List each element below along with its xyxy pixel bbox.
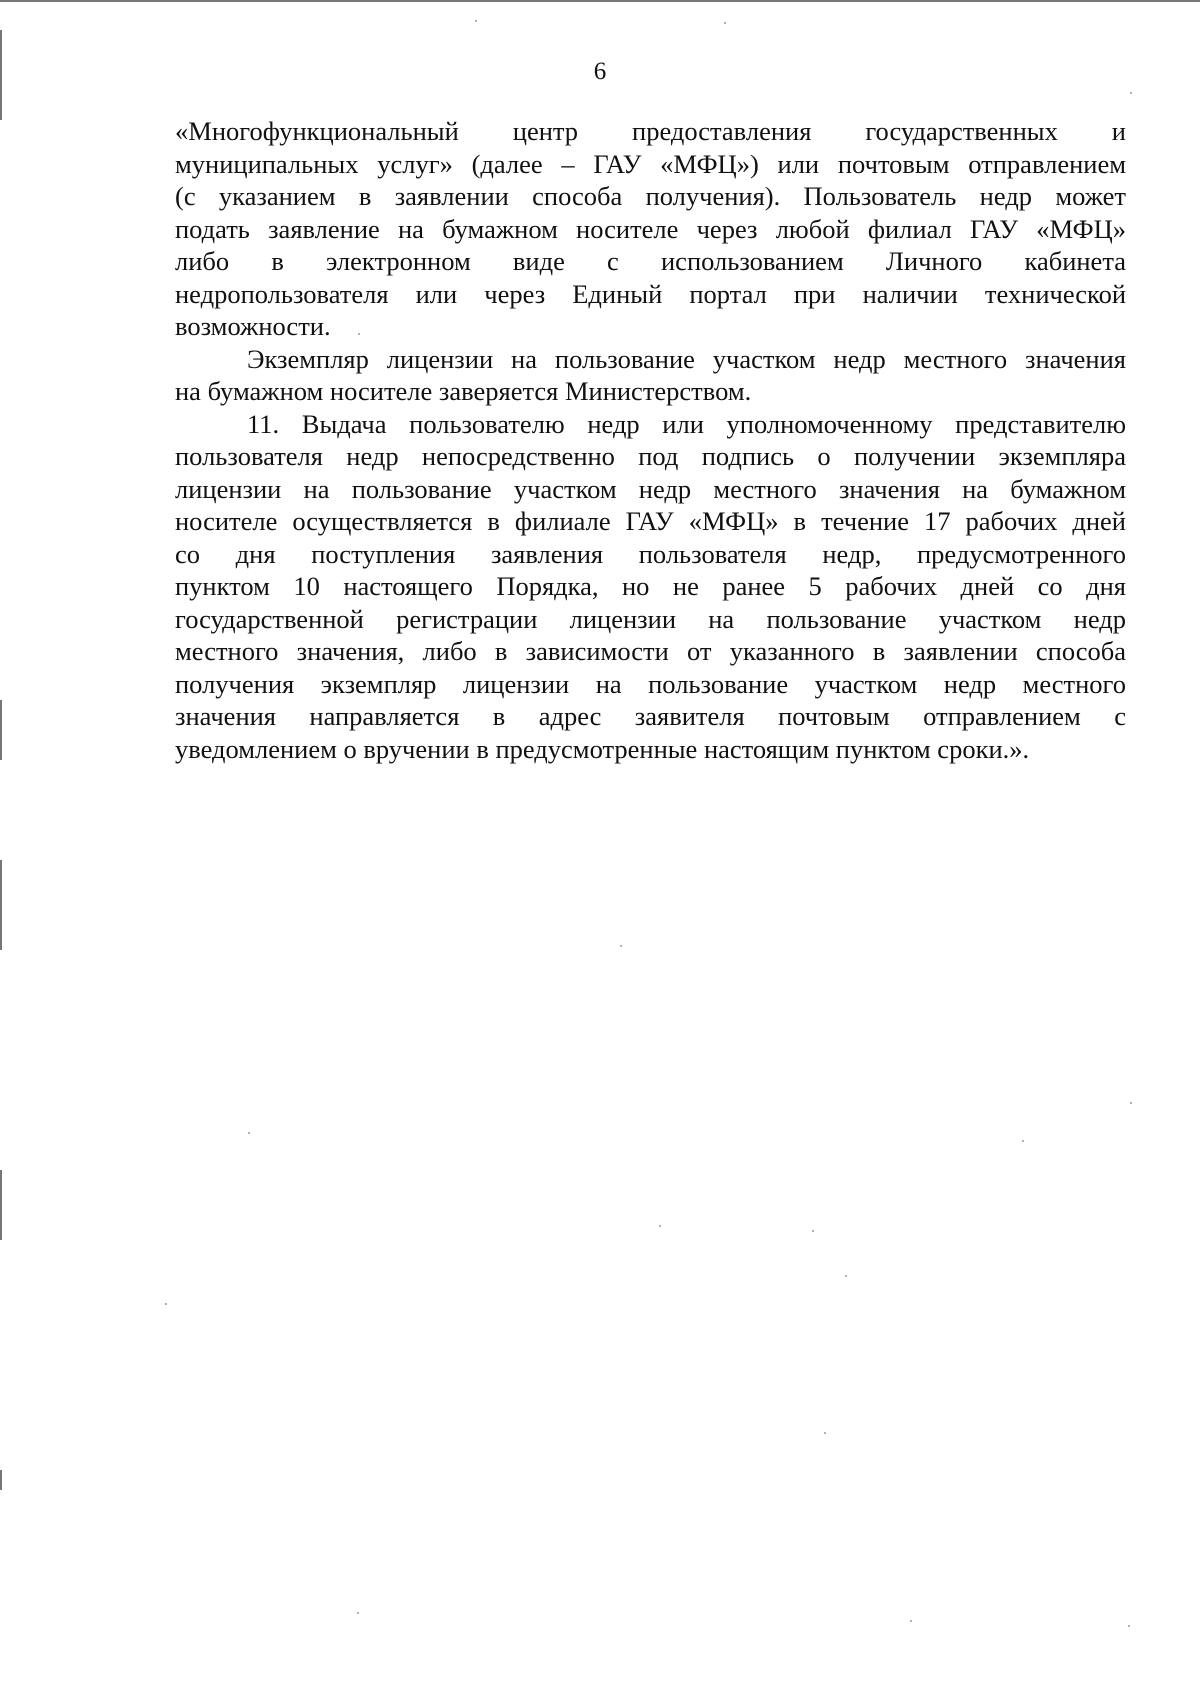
scan-speck [165, 1303, 167, 1305]
scan-speck [1128, 1625, 1130, 1627]
scan-speck [812, 1230, 814, 1232]
text-line: со дня поступления заявления пользователя недр, предусмотренного [175, 538, 1126, 569]
paragraph-license-certification [175, 343, 1126, 408]
text-line: муниципальных услуг» (далее – ГАУ «МФЦ») или почтовым отправлением [175, 148, 1126, 179]
scan-speck [824, 1432, 826, 1434]
scan-speck [659, 1225, 661, 1227]
scan-speck [1022, 1140, 1024, 1142]
scan-speck [845, 1275, 847, 1277]
text-line: местного значения, либо в зависимости от указанного в заявлении способа [175, 636, 1126, 666]
text-line: Экземпляр лицензии на пользование участком недр местного значения [247, 343, 1126, 374]
scan-left-edge-mark [0, 1470, 2, 1490]
text-line: на бумажном носителе заверяется Министерством. [175, 376, 752, 406]
scan-left-edge-mark [0, 1170, 2, 1240]
scan-top-edge-line [0, 0, 1200, 2]
text-line: возможности. [175, 311, 331, 341]
scan-left-edge-mark [0, 700, 2, 760]
paragraph-continuation [175, 115, 1126, 343]
text-line: значения направляется в адрес заявителя почтовым отправлением с [175, 701, 1126, 731]
scan-left-edge-mark [0, 860, 2, 950]
scan-speck [475, 20, 477, 22]
text-line: «Многофункциональный центр предоставления государственных и [175, 116, 1126, 146]
text-line: носителе осуществляется в филиале ГАУ «МФЦ» в течение 17 рабочих дней [175, 506, 1126, 536]
text-line: либо в электронном виде с использованием Личного кабинета [175, 246, 1126, 276]
paragraph-item-11 [175, 408, 1126, 766]
text-line: недропользователя или через Единый портал при наличии технической [175, 278, 1126, 309]
text-line: уведомлением о вручении в предусмотренные настоящим пунктом сроки.». [175, 733, 1030, 764]
scan-speck [910, 1620, 912, 1622]
scan-speck [1130, 1102, 1132, 1104]
text-line: 11. Выдача пользователю недр или уполномоченному представителю [247, 408, 1126, 439]
scan-speck [724, 22, 726, 24]
scan-speck [248, 1132, 250, 1134]
scan-speck [1130, 92, 1132, 94]
scan-speck [620, 945, 622, 947]
text-line: подать заявление на бумажном носителе через любой филиал ГАУ «МФЦ» [175, 213, 1126, 244]
scan-speck [357, 1612, 359, 1614]
text-line: государственной регистрации лицензии на пользование участком недр [175, 603, 1126, 634]
text-line: пользователя недр непосредственно под подпись о получении экземпляра [175, 441, 1126, 471]
text-line: получения экземпляр лицензии на пользование участком недр местного [175, 668, 1126, 699]
text-line: лицензии на пользование участком недр местного значения на бумажном [175, 473, 1126, 504]
text-line: (с указанием в заявлении способа получения). Пользователь недр может [175, 181, 1126, 211]
text-line: пунктом 10 настоящего Порядка, но не ранее 5 рабочих дней со дня [175, 571, 1126, 601]
page-number: 6 [593, 58, 607, 85]
document-body [175, 115, 1126, 765]
